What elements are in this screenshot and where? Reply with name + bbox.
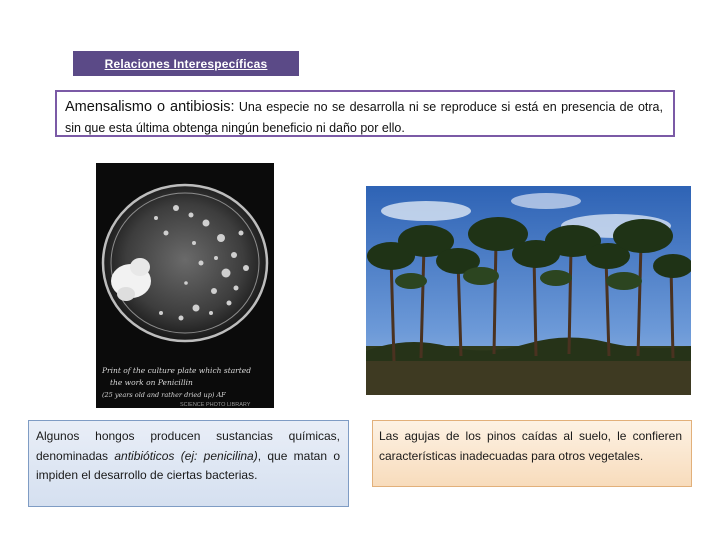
definition-box — [55, 90, 675, 137]
pine-forest-photo — [366, 186, 691, 395]
slide-title-text: Relaciones Interespecíficas — [104, 56, 268, 71]
fungi-caption-text-2: , que matan o impiden el desarrollo de ciertas bacterias. — [36, 448, 340, 482]
fungi-caption-italic: antibióticos (ej: penicilina) — [114, 448, 258, 463]
handwriting-line-1: Print of the culture plate which started — [102, 366, 252, 375]
pine-caption-text: Las agujas de los pinos caídas al suelo, le confieren características inadecuadas para otros vegetales. — [379, 429, 682, 463]
slide-title — [73, 51, 299, 77]
handwriting-line-3: (25 years old and rather dried up) AF — [102, 391, 226, 399]
fungi-caption-box — [28, 420, 349, 507]
definition-term: Amensalismo o antibiosis: — [65, 99, 235, 115]
photo-watermark: SCIENCE PHOTO LIBRARY — [180, 402, 251, 408]
handwriting-line-2: the work on Penicillin — [110, 378, 193, 387]
petri-dish-photo — [96, 163, 274, 408]
pine-caption-box — [372, 420, 692, 487]
fungi-caption-text-1: Algunos hongos producen sustancias químicas, denominadas — [36, 429, 340, 463]
definition-text: Una especie no se desarrolla ni se reproduce si está en presencia de otra, sin que esta última obtenga ningún beneficio ni daño por ello. — [65, 100, 663, 135]
